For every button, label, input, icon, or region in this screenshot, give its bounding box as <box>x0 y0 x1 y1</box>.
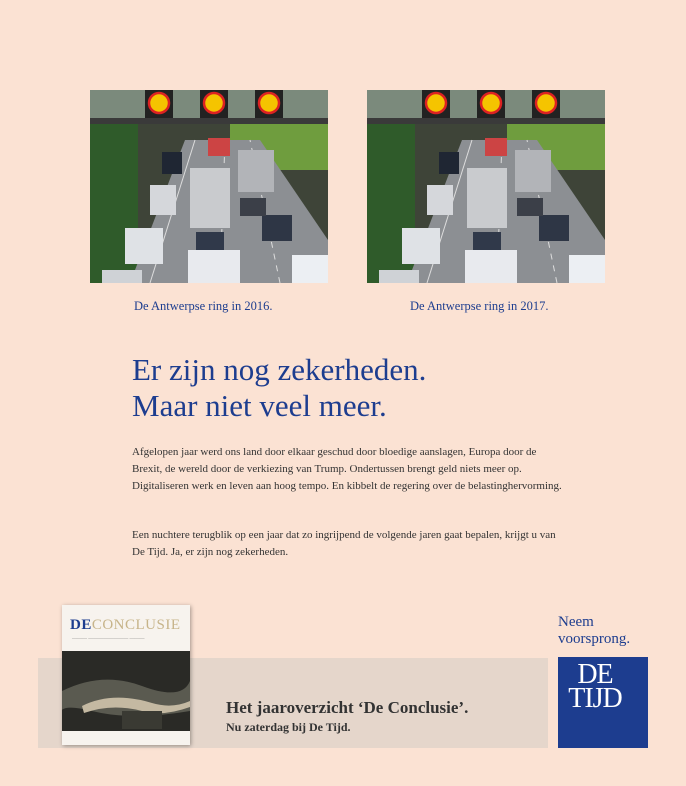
slogan-line-2: voorsprong. <box>558 631 631 647</box>
magazine-subtitle-line: ——— ———————— ——— <box>72 637 145 642</box>
photo-ring-2017 <box>367 90 605 283</box>
body-paragraph-1: Afgelopen jaar werd ons land door elkaar geschud door bloedige aanslagen, Europa door de Brexit, de wereld door de verkiezing van Trump. Ondertussen brengt geld niets meer op. Digitaliseren werk en leven aan hoog tempo. En kibbelt de regering over de belastinghervorming. <box>132 446 562 492</box>
traffic-jam-image <box>367 90 605 283</box>
headline <box>132 352 426 424</box>
magazine-title-rest: CONCLUSIE <box>91 617 181 633</box>
headline-line-2: Maar niet veel meer. <box>132 388 387 423</box>
magazine-title <box>70 617 181 634</box>
banner-title: Het jaaroverzicht ‘De Conclusie’. <box>226 698 469 717</box>
headline-line-1: Er zijn nog zekerheden. <box>132 352 427 387</box>
traffic-jam-image <box>90 90 328 283</box>
logo-line-2: TIJD <box>568 683 622 714</box>
magazine-cover-photo <box>62 651 190 745</box>
body-paragraph-2: Een nuchtere terugblik op een jaar dat zo ingrijpend de volgende jaren gaat bepalen, krijgt u van De Tijd. Ja, er zijn nog zekerheden. <box>132 529 556 558</box>
de-tijd-logo <box>558 657 648 748</box>
magazine-cover <box>62 605 190 745</box>
magazine-title-de: DE <box>70 617 92 633</box>
logo-line-1: DE <box>577 659 613 690</box>
slogan-line-1: Neem <box>558 614 594 630</box>
caption-2016: De Antwerpse ring in 2016. <box>134 299 273 313</box>
photo-ring-2016 <box>90 90 328 283</box>
caption-2017: De Antwerpse ring in 2017. <box>410 299 549 313</box>
brand-slogan <box>558 614 630 648</box>
banner-subtitle: Nu zaterdag bij De Tijd. <box>226 720 351 734</box>
